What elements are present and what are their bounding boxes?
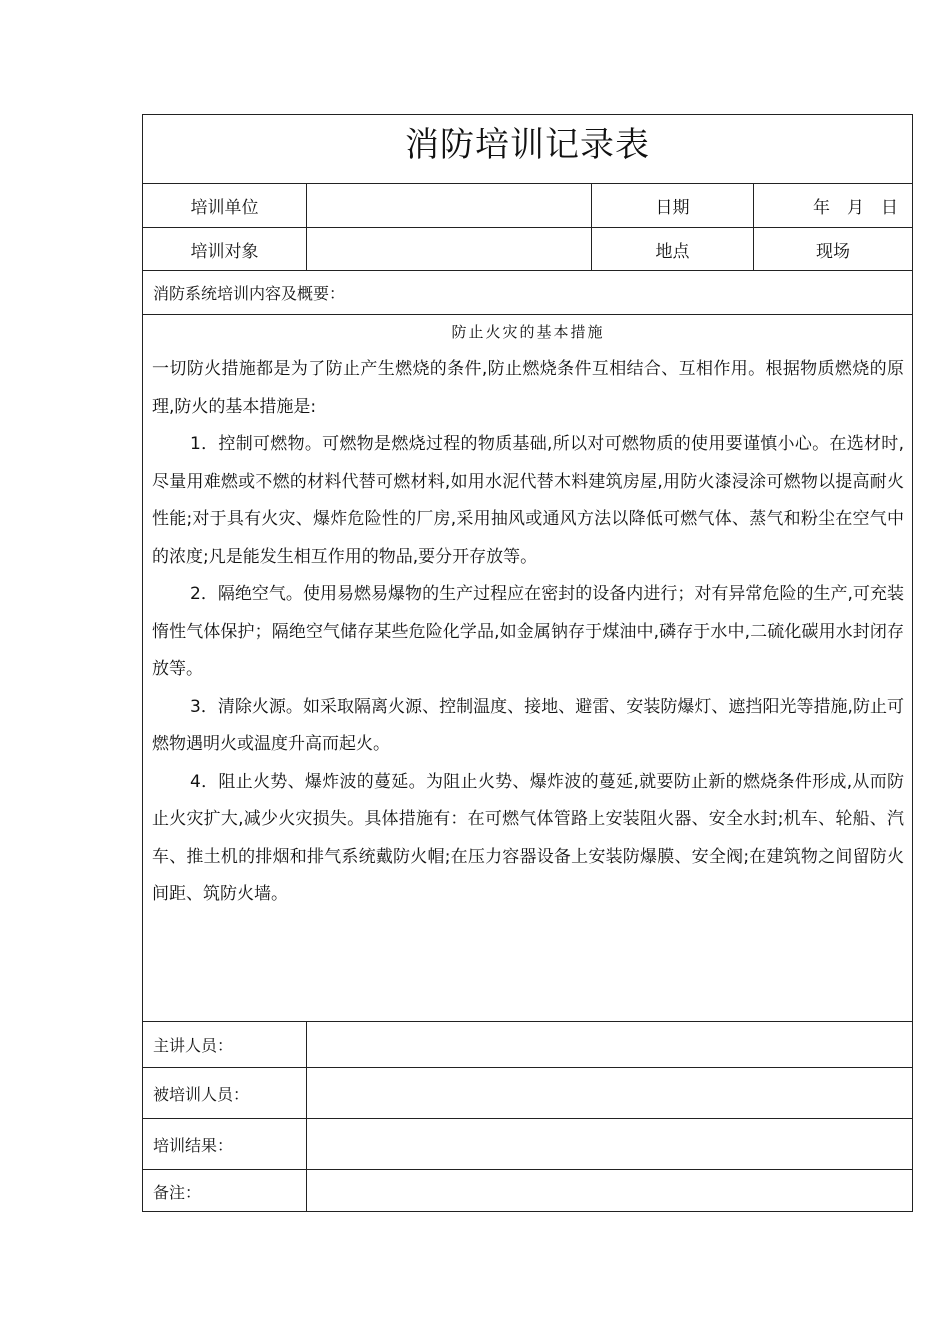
remarks-field[interactable] (307, 1170, 912, 1212)
training-content (143, 315, 912, 914)
content-subtitle: 防止火灾的基本措施 (451, 323, 605, 341)
unit-field[interactable] (307, 184, 591, 227)
result-label: 培训结果： (153, 1135, 234, 1155)
target-field[interactable] (307, 228, 591, 270)
content-item-3: 3．清除火源。如采取隔离火源、控制温度、接地、避雷、安装防爆灯、遮挡阳光等措施,防止可燃物遇明火或温度升高而起火。 (152, 696, 904, 754)
form-title: 消防培训记录表 (405, 125, 650, 165)
trainees-field[interactable] (307, 1068, 912, 1118)
content-intro: 一切防火措施都是为了防止产生燃烧的条件,防止燃烧条件互相结合、互相作用。根据物质燃烧的原理,防火的基本措施是: (152, 359, 904, 417)
date-field[interactable]: 年 月 日 (813, 198, 898, 218)
lecturer-label: 主讲人员： (153, 1036, 234, 1055)
training-record-form (142, 114, 913, 1212)
unit-label: 培训单位 (190, 198, 259, 218)
place-field[interactable]: 现场 (816, 241, 850, 262)
summary-label: 消防系统培训内容及概要： (153, 284, 346, 303)
date-label: 日期 (655, 198, 690, 218)
result-field[interactable] (307, 1119, 912, 1169)
content-item-4: 4．阻止火势、爆炸波的蔓延。为阻止火势、爆炸波的蔓延,就要防止新的燃烧条件形成,从而防止火灾扩大,减少火灾损失。具体措施有：在可燃气体管路上安装阻火器、安全水封;机车、轮船、汽车、推土机的排烟和排气系统戴防火帽;在压力容器设备上安装防爆膜、安全阀;在建筑物之间留防火间距、筑防火墙。 (152, 771, 904, 904)
place-label: 地点 (655, 241, 690, 262)
target-label: 培训对象 (190, 241, 259, 262)
remarks-label: 备注： (153, 1182, 202, 1202)
content-item-2: 2．隔绝空气。使用易燃易爆物的生产过程应在密封的设备内进行；对有异常危险的生产,可充装惰性气体保护；隔绝空气储存某些危险化学品,如金属钠存于煤油中,磷存于水中,二硫化碳用水封闭存放等。 (152, 584, 904, 679)
lecturer-field[interactable] (307, 1022, 912, 1067)
content-item-1: 1．控制可燃物。可燃物是燃烧过程的物质基础,所以对可燃物质的使用要谨慎小心。在选材时,尽量用难燃或不燃的材料代替可燃材料,如用水泥代替木料建筑房屋,用防火漆浸涂可燃物以提高耐火性能;对于具有火灾、爆炸危险性的厂房,采用抽风或通风方法以降低可燃气体、蒸气和粉尘在空气中的浓度;凡是能发生相互作用的物品,要分开存放等。 (152, 434, 904, 567)
trainees-label: 被培训人员： (153, 1084, 250, 1104)
